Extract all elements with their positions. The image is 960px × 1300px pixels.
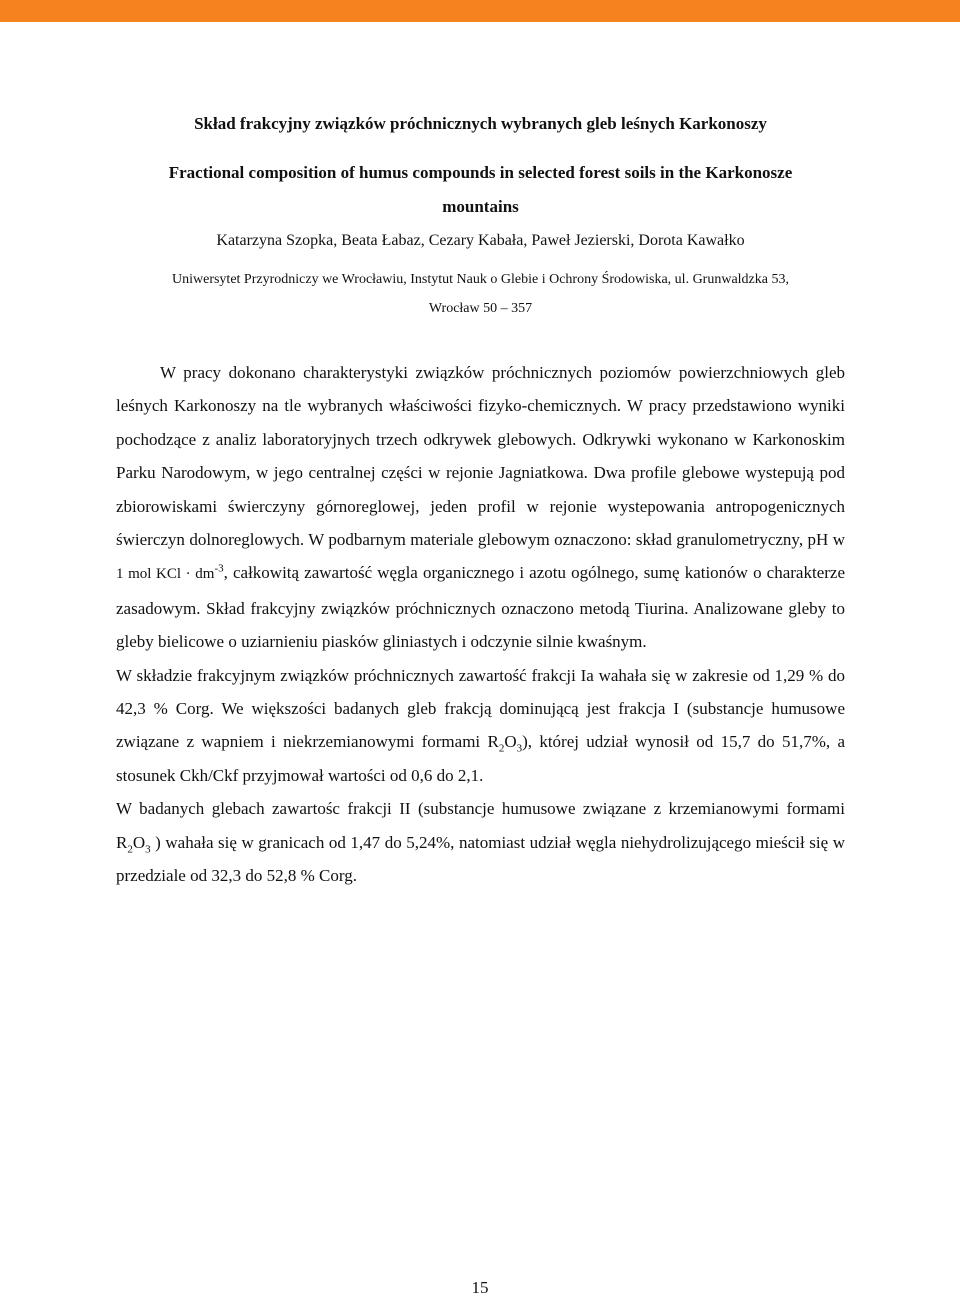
p2-text-a: W składzie frakcyjnym związków próchnicznych zawartość frakcji Ia wahała się w zakresie od 1,29 % do 42,3 % Corg. We większości badanych gleb frakcją dominującą jest frakcja I (substancje humusowe związane z wapniem i niekrzemianowymi formami R: [116, 665, 845, 752]
title-english: [116, 156, 845, 224]
p1-unit: 1 mol KCl · dm: [116, 566, 215, 583]
p2-text-b: O: [504, 732, 517, 752]
p3-text-b: O: [132, 832, 146, 852]
authors: Katarzyna Szopka, Beata Łabaz, Cezary Kabała, Paweł Jezierski, Dorota Kawałko: [216, 232, 745, 249]
p1-text-a: W pracy dokonano charakterystyki związków próchnicznych poziomów powierzchniowych gleb leśnych Karkonoszy na tle wybranych właściwości fizyko-chemicznych. W pracy przedstawiono wyniki pochodzące z analiz laboratoryjnych trzech odkrywek glebowych. Odkrywki wykonano w Karkonoskim Parku Narodowym, w jego centralnej części w rejonie Jagniatkowa. Dwa profile glebowe wystepują pod zbiorowiskami świerczyny górnoreglowej, jeden profil w rejonie wystepowania antropogenicznych świerczyn dolnoreglowych. W podbarnym materiale glebowym oznaczono: skład granulometryczny, pH w: [116, 363, 845, 550]
affiliation: [116, 265, 845, 323]
abstract-paragraph-3: [116, 792, 845, 892]
p3-text-c: ) wahała się w granicach od 1,47 do 5,24%, natomiast udział węgla niehydrolizującego mieścił się w przedziale od 32,3 do 52,8 % Corg.: [116, 832, 845, 886]
affiliation-line2: Wrocław 50 – 357: [428, 301, 533, 316]
p1-text-b: , całkowitą zawartość węgla organicznego i azotu ogólnego, sumę kationów o charakterze zasadowym. Skład frakcyjny związków próchnicznych oznaczono metodą Tiurina. Analizowane gleby to gleby bielicowe o uziarnieniu piasków gliniastych i odczynie silnie kwaśnym.: [116, 563, 845, 652]
page-number: 15: [471, 1278, 489, 1297]
title-english-line1: Fractional composition of humus compounds in selected forest soils in the Karkonosze: [168, 163, 793, 182]
title-polish: Skład frakcyjny związków próchnicznych wybranych gleb leśnych Karkonoszy: [194, 114, 767, 133]
p3-text-a: W badanych glebach zawartośc frakcji II (substancje humusowe związane z krzemianowymi formami R: [116, 799, 845, 852]
p3-subscript-2: 3: [145, 843, 151, 856]
p3-subscript-1: 2: [127, 843, 133, 856]
affiliation-line1: Uniwersytet Przyrodniczy we Wrocławiu, Instytut Nauk o Glebie i Ochrony Środowiska, ul. Grunwaldzka 53,: [172, 272, 789, 287]
p2-text-c: ), której udział wynosił od 15,7 do 51,7%, a stosunek Ckh/Ckf przyjmował wartości od 0,6 do 2,1.: [116, 732, 845, 785]
abstract: [116, 356, 845, 893]
document-page: [116, 112, 845, 893]
p1-unit-superscript: -3: [214, 562, 224, 575]
header-bar: [0, 0, 960, 22]
p2-subscript-1: 2: [498, 742, 505, 755]
p2-subscript-2: 3: [516, 742, 523, 755]
abstract-paragraph-1: [116, 356, 845, 659]
title-english-line2: mountains: [442, 197, 519, 216]
abstract-paragraph-2: [116, 659, 845, 793]
